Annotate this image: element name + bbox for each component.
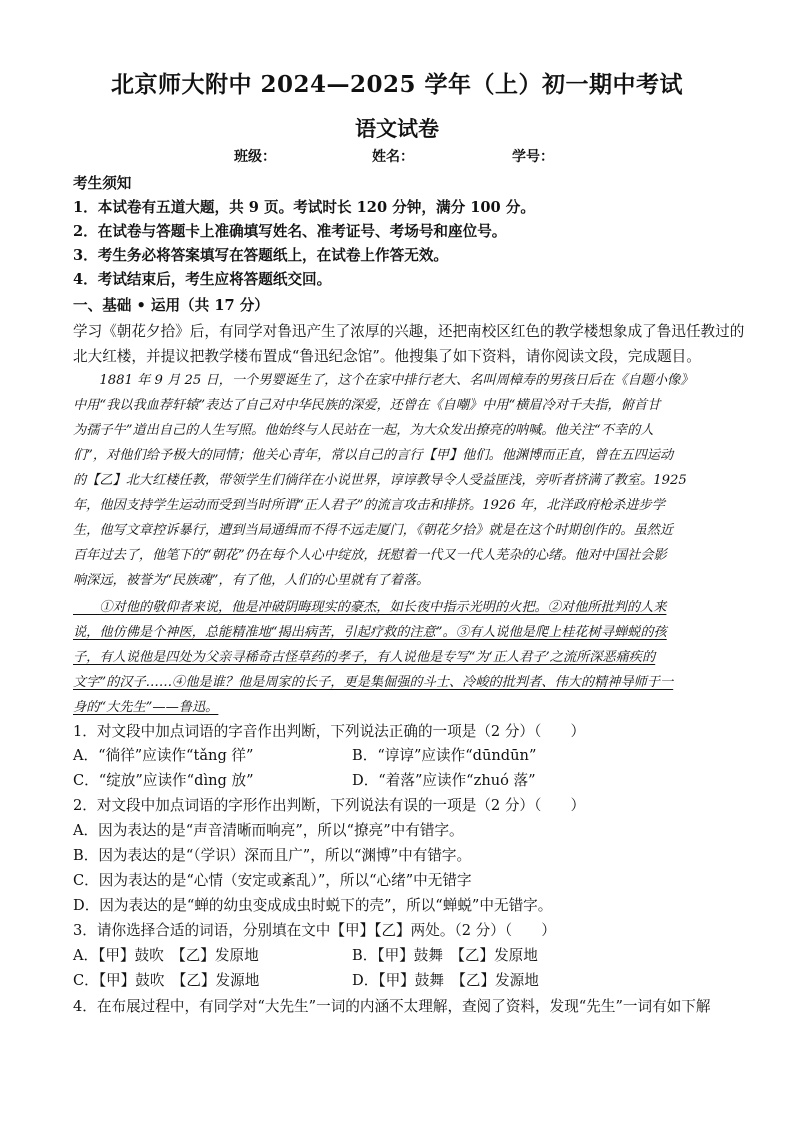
underlined-passage-line: ①对他的敬仰者来说，他是冲破阴晦现实的豪杰，如长夜中指示光明的火把。②对他所批判的人来 xyxy=(73,600,667,615)
answer-option[interactable]: A．因为表达的是“声音清晰而响亮”，所以“撩亮”中有错字。 xyxy=(73,822,464,839)
answer-option[interactable]: C．【甲】鼓吹 【乙】发源地 xyxy=(73,972,260,989)
answer-option[interactable]: A．“徜徉”应读作“tǎng 徉” xyxy=(73,747,254,764)
notice-item: 1．本试卷有五道大题，共 9 页。考试时长 120 分钟，满分 100 分。 xyxy=(73,199,535,216)
passage-line: 生，他写文章控诉暴行，遭到当局通缉而不得不远走厦门，《朝花夕拾》就是在这个时期创作的。虽然近 xyxy=(73,523,674,538)
question-stem: 4．在布展过程中，有同学对“大先生”一词的内涵不太理解，查阅了资料，发现“先生”一词有如下解 xyxy=(73,998,711,1015)
passage-line: 们”，对他们给予极大的同情；他关心青年，常以自己的言行【甲】他们。他渊博而正直，曾在五四运动 xyxy=(73,448,674,463)
answer-option[interactable]: D．因为表达的是“蝉的幼虫变成成虫时蜕下的壳”，所以“蝉蜕”中无错字。 xyxy=(73,897,553,914)
passage-line: 1881 年 9 月 25 日，一个男婴诞生了，这个在家中排行老大、名叫周樟寿的男孩日后在《自题小像》 xyxy=(73,373,694,388)
answer-option[interactable]: C．“绽放”应读作“dìng 放” xyxy=(73,772,254,789)
notice-heading: 考生须知 xyxy=(73,175,132,192)
answer-option[interactable]: A．【甲】鼓吹 【乙】发原地 xyxy=(73,947,259,964)
section-heading: 一、基础 • 运用（共 17 分） xyxy=(73,297,269,314)
intro-line: 北大红楼，并提议把教学楼布置成“鲁迅纪念馆”。他搜集了如下资料，请你阅读文段，完成题目。 xyxy=(73,348,701,365)
name-field-label: 姓名： xyxy=(372,149,414,165)
answer-option[interactable]: B．【甲】鼓舞 【乙】发原地 xyxy=(352,947,538,964)
passage-line: 年，他因支持学生运动而受到当时所谓“正人君子”的流言攻击和排挤。1926 年，北洋政府枪杀进步学 xyxy=(73,498,665,513)
exam-title: 北京师大附中 2024—2025 学年（上）初一期中考试 xyxy=(110,71,684,98)
class-field-label: 班级： xyxy=(234,149,276,165)
passage-line: 响深远，被誉为“民族魂”，有了他，人们的心里就有了着落。 xyxy=(73,573,430,588)
notice-item: 3．考生务必将答案填写在答题纸上，在试卷上作答无效。 xyxy=(73,247,449,264)
student-id-field-label: 学号： xyxy=(512,149,554,165)
question-stem: 3．请你选择合适的词语，分别填在文中【甲】【乙】两处。（2 分）（ ） xyxy=(73,922,556,939)
student-info-row xyxy=(0,146,794,168)
answer-option[interactable]: D．“着落”应读作“zhuó 落” xyxy=(352,772,536,789)
answer-option[interactable]: C．因为表达的是“心情（安定或紊乱）”，所以“心绪”中无错字 xyxy=(73,872,472,889)
underlined-passage-line: 身的“大先生”——鲁迅。 xyxy=(73,700,219,715)
passage-line: 为孺子牛”道出自己的人生写照。他始终与人民站在一起，为大众发出撩亮的呐喊。他关注“不幸的人 xyxy=(73,423,654,438)
answer-option[interactable]: D．【甲】鼓舞 【乙】发源地 xyxy=(352,972,539,989)
question-stem: 1．对文段中加点词语的字音作出判断，下列说法正确的一项是（2 分）（ ） xyxy=(73,723,586,740)
answer-option[interactable]: B．“谆谆”应读作“dūndūn” xyxy=(352,747,537,764)
underlined-passage-line: 文字”的汉子……④他是谁？他是周家的长子，更是集倔强的斗士、冷峻的批判者、伟大的精神导师于一 xyxy=(73,675,674,690)
underlined-passage-line: 子，有人说他是四处为父亲寻稀奇古怪草药的孝子，有人说他是专写“为‘正人君子’之流所深恶痛疾的 xyxy=(73,650,656,665)
intro-line: 学习《朝花夕拾》后，有同学对鲁迅产生了浓厚的兴趣，还把南校区红色的教学楼想象成了鲁迅任教过的 xyxy=(73,323,745,340)
underlined-passage-line: 说，他仿佛是个神医，总能精准地“揭出病苦，引起疗救的注意”。③有人说他是爬上桂花树寻蝉蜕的孩 xyxy=(73,625,667,640)
passage-line: 的【乙】北大红楼任教，带领学生们徜徉在小说世界，谆谆教导令人受益匪浅，旁听者挤满了教室。1925 xyxy=(73,473,687,488)
passage-line: 百年过去了，他笔下的“朝花”仍在每个人心中绽放，抚慰着一代又一代人芜杂的心绪。他对中国社会影 xyxy=(73,548,667,563)
notice-item: 4．考试结束后，考生应将答题纸交回。 xyxy=(73,271,332,288)
answer-option[interactable]: B．因为表达的是“（学识）深而且广”，所以“渊博”中有错字。 xyxy=(73,847,472,864)
question-stem: 2．对文段中加点词语的字形作出判断，下列说法有误的一项是（2 分）（ ） xyxy=(73,797,586,814)
passage-line: 中用“我以我血荐轩辕”表达了自己对中华民族的深爱，还曾在《自嘲》中用“横眉冷对千夫指，俯首甘 xyxy=(73,398,661,413)
notice-item: 2．在试卷与答题卡上准确填写姓名、准考证号、考场号和座位号。 xyxy=(73,223,507,240)
exam-subtitle: 语文试卷 xyxy=(355,116,439,141)
